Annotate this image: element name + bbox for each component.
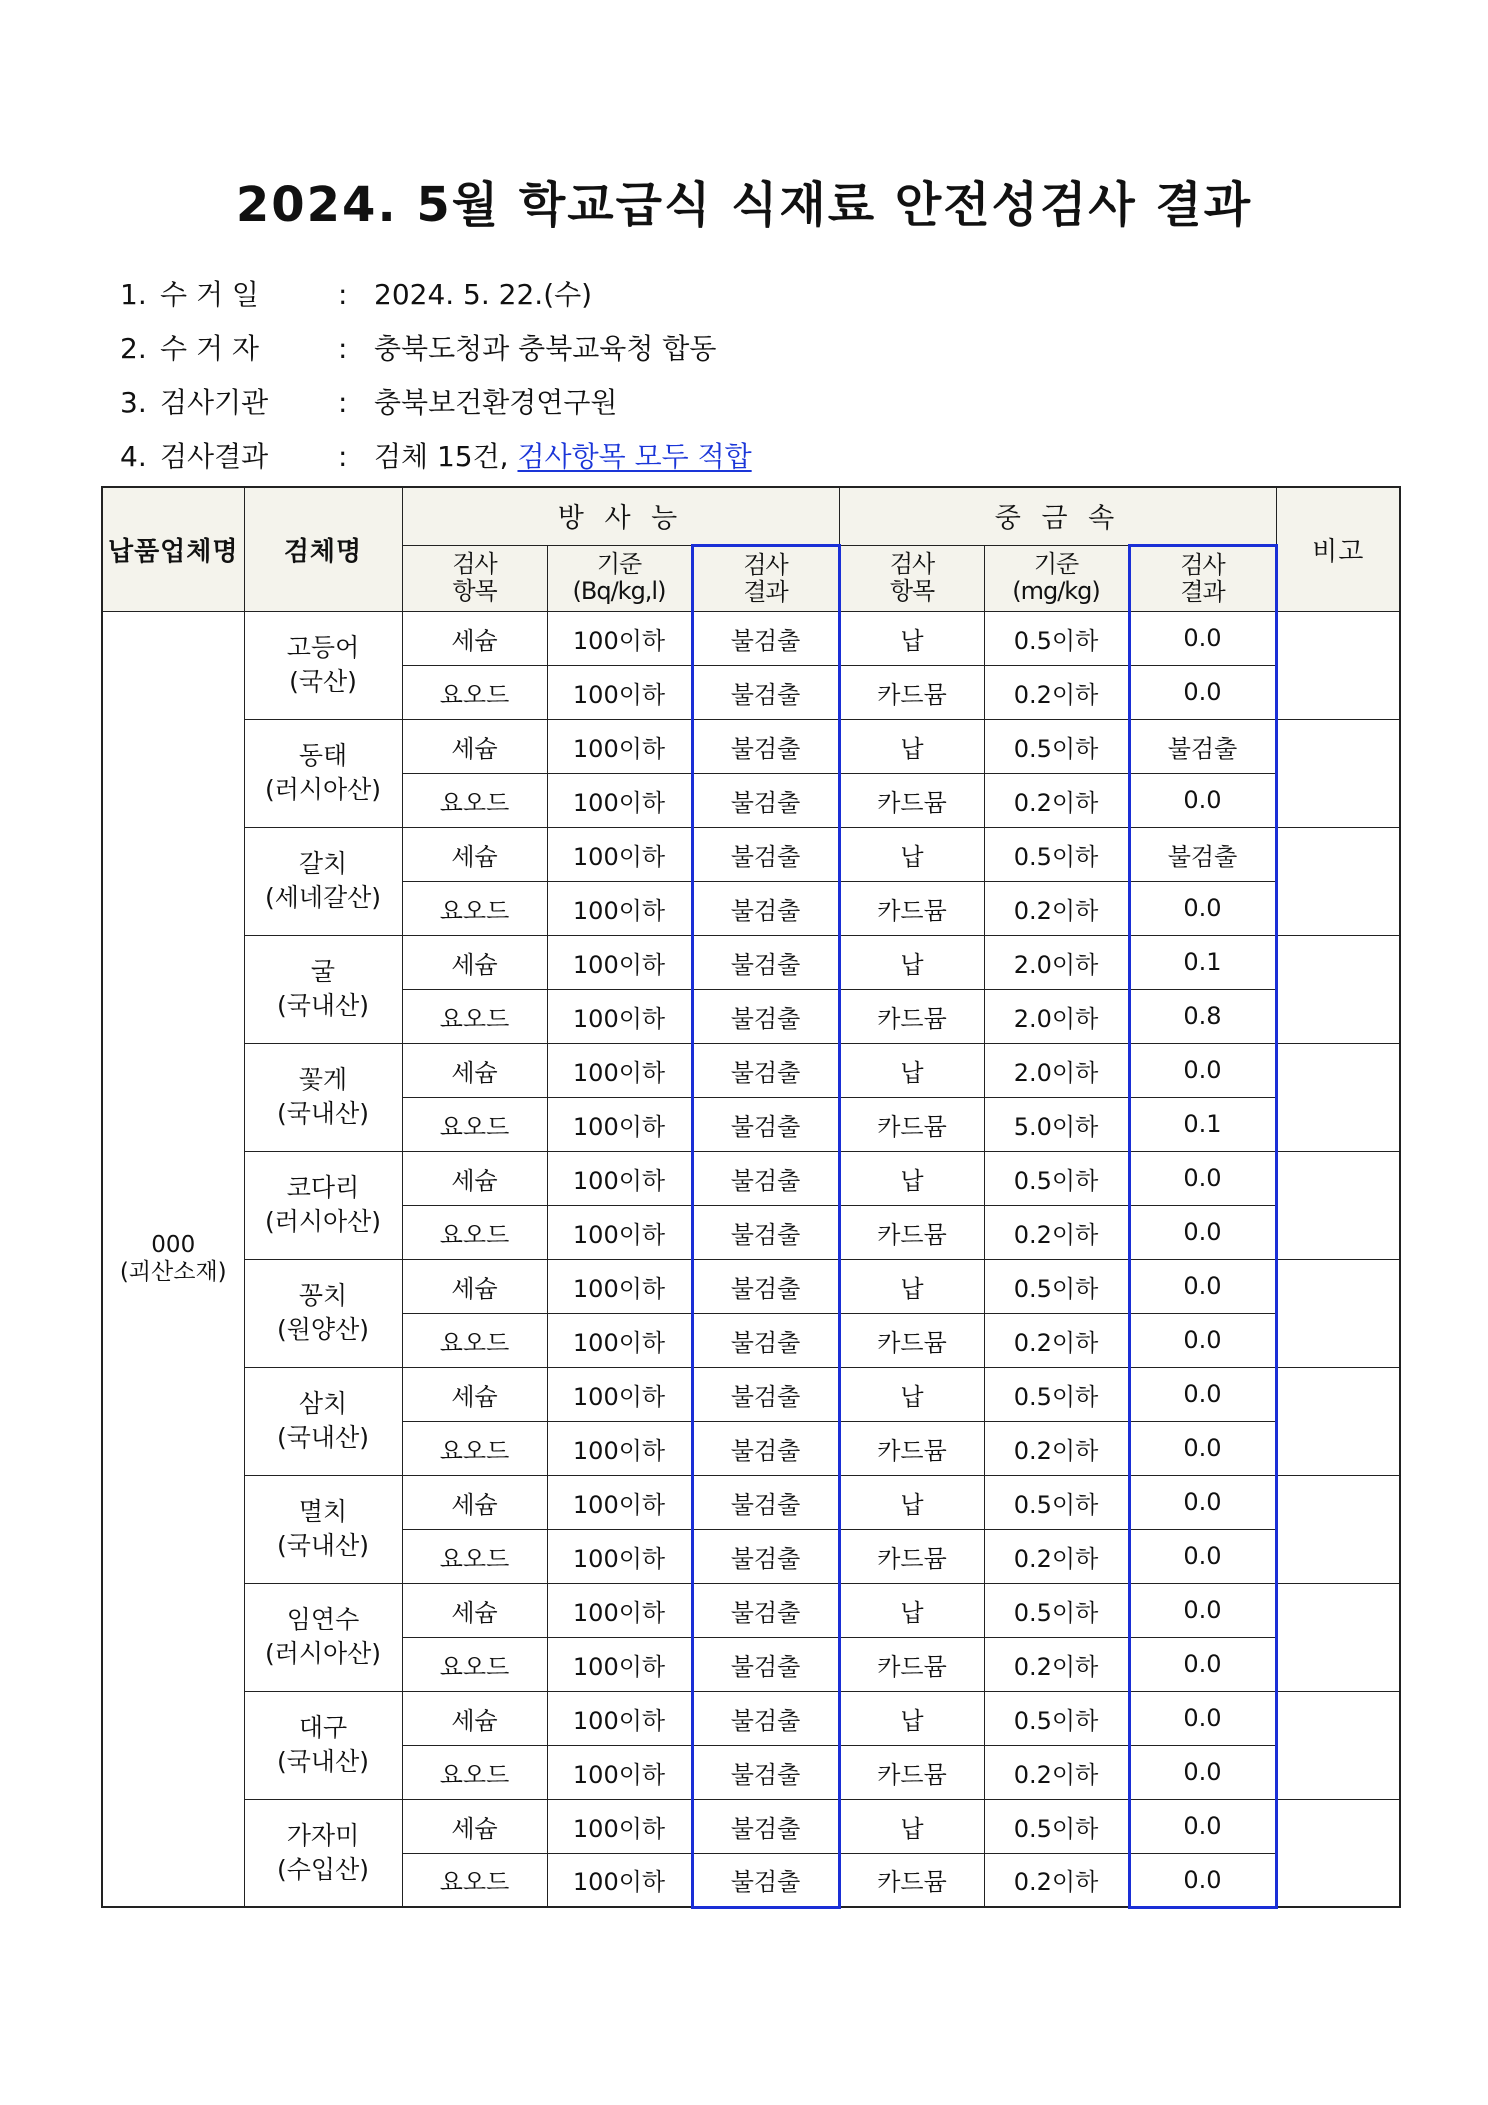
rad-item-cell: 세슘 <box>402 719 547 773</box>
info-value: 충북도청과 충북교육청 합동 <box>374 332 717 365</box>
table-row <box>102 827 1400 881</box>
hm-item-cell: 납 <box>839 1259 984 1313</box>
hm-result-cell: 0.0 <box>1129 1799 1276 1853</box>
rad-item-cell: 요오드 <box>402 773 547 827</box>
results-body <box>102 611 1400 1907</box>
sample-name-line: (국산) <box>289 667 357 696</box>
rad-item-cell: 세슘 <box>402 827 547 881</box>
info-number: 1. <box>120 278 147 311</box>
info-colon: : <box>338 440 348 473</box>
table-row <box>102 1583 1400 1637</box>
hm-result-cell: 0.0 <box>1129 1367 1276 1421</box>
rad-item-cell: 요오드 <box>402 1637 547 1691</box>
sample-name-line: (수입산) <box>277 1854 369 1884</box>
sample-name-cell <box>244 1367 402 1475</box>
hm-standard-cell: 2.0이하 <box>984 989 1129 1043</box>
rad-item-cell: 요오드 <box>402 1097 547 1151</box>
rad-item-cell: 세슘 <box>402 1583 547 1637</box>
info-line-result <box>120 430 752 484</box>
hm-item-cell: 납 <box>839 1151 984 1205</box>
table-row <box>102 1367 1400 1421</box>
info-number: 3. <box>120 386 147 419</box>
hm-item-cell: 납 <box>839 827 984 881</box>
note-cell <box>1276 611 1400 719</box>
header-heavy-metal: 중 금 속 <box>839 487 1276 545</box>
result-summary-link[interactable]: 검사항목 모두 적합 <box>517 440 752 473</box>
note-cell <box>1276 719 1400 827</box>
sample-name-line: 가자미 <box>286 1820 360 1850</box>
info-number: 2. <box>120 332 147 365</box>
rad-standard-cell: 100이하 <box>547 1205 692 1259</box>
header-line: 기준 <box>596 550 642 578</box>
sample-name-line: 코다리 <box>286 1173 360 1202</box>
sample-name-line: 멸치 <box>298 1497 348 1526</box>
info-label: 수 거 자 <box>160 332 259 365</box>
header-rad-result <box>692 545 839 611</box>
rad-item-cell: 요오드 <box>402 881 547 935</box>
hm-result-cell: 0.0 <box>1129 1043 1276 1097</box>
hm-result-cell: 0.0 <box>1129 773 1276 827</box>
hm-standard-cell: 0.2이하 <box>984 1205 1129 1259</box>
rad-result-cell: 불검출 <box>692 1421 839 1475</box>
note-cell <box>1276 1043 1400 1151</box>
note-cell <box>1276 1691 1400 1799</box>
hm-standard-cell: 5.0이하 <box>984 1097 1129 1151</box>
header-note: 비고 <box>1276 487 1400 611</box>
hm-result-cell: 0.1 <box>1129 935 1276 989</box>
header-line: 검사 <box>452 550 497 578</box>
hm-item-cell: 카드뮴 <box>839 665 984 719</box>
table-row <box>102 1691 1400 1745</box>
sample-name-cell <box>244 1043 402 1151</box>
rad-standard-cell: 100이하 <box>547 1151 692 1205</box>
hm-standard-cell: 0.2이하 <box>984 1745 1129 1799</box>
sample-name-cell <box>244 1799 402 1907</box>
rad-standard-cell: 100이하 <box>547 665 692 719</box>
hm-item-cell: 카드뮴 <box>839 1421 984 1475</box>
header-line: (mg/kg) <box>1012 577 1100 605</box>
hm-item-cell: 납 <box>839 719 984 773</box>
header-sample: 검체명 <box>244 487 402 611</box>
hm-standard-cell: 0.5이하 <box>984 827 1129 881</box>
hm-item-cell: 납 <box>839 1043 984 1097</box>
table-row <box>102 1475 1400 1529</box>
note-cell <box>1276 1367 1400 1475</box>
sample-name-cell <box>244 611 402 719</box>
sample-name-line: 꽃게 <box>298 1065 348 1094</box>
hm-item-cell: 카드뮴 <box>839 773 984 827</box>
hm-item-cell: 카드뮴 <box>839 1529 984 1583</box>
header-line: 항목 <box>452 577 497 605</box>
sample-name-line: (러시아산) <box>264 1207 382 1236</box>
rad-result-cell: 불검출 <box>692 1853 839 1907</box>
info-line-institution <box>120 376 752 430</box>
header-line: 결과 <box>743 577 788 606</box>
hm-result-cell: 0.0 <box>1129 1313 1276 1367</box>
hm-result-cell: 0.0 <box>1129 1151 1276 1205</box>
rad-item-cell: 세슘 <box>402 935 547 989</box>
hm-result-cell: 0.0 <box>1129 1745 1276 1799</box>
hm-result-cell: 0.0 <box>1129 1475 1276 1529</box>
hm-item-cell: 카드뮴 <box>839 1745 984 1799</box>
rad-result-cell: 불검출 <box>692 1367 839 1421</box>
rad-result-cell: 불검출 <box>692 881 839 935</box>
table-row <box>102 1259 1400 1313</box>
hm-result-cell: 0.0 <box>1129 665 1276 719</box>
rad-standard-cell: 100이하 <box>547 1583 692 1637</box>
hm-standard-cell: 0.5이하 <box>984 1583 1129 1637</box>
hm-item-cell: 납 <box>839 611 984 665</box>
hm-standard-cell: 2.0이하 <box>984 1043 1129 1097</box>
hm-item-cell: 카드뮴 <box>839 881 984 935</box>
hm-item-cell: 카드뮴 <box>839 1853 984 1907</box>
sample-name-cell <box>244 935 402 1043</box>
rad-result-cell: 불검출 <box>692 1313 839 1367</box>
rad-result-cell: 불검출 <box>692 1745 839 1799</box>
rad-item-cell: 세슘 <box>402 1475 547 1529</box>
document-title: 2024. 5월 학교급식 식재료 안전성검사 결과 <box>235 177 1253 233</box>
sample-name-line: 꽁치 <box>298 1281 348 1310</box>
sample-name-line: (러시아산) <box>264 775 382 804</box>
sample-name-cell <box>244 1259 402 1367</box>
info-line-collection-date <box>120 268 752 322</box>
note-cell <box>1276 827 1400 935</box>
hm-result-cell: 0.0 <box>1129 1205 1276 1259</box>
rad-item-cell: 요오드 <box>402 989 547 1043</box>
hm-standard-cell: 2.0이하 <box>984 935 1129 989</box>
hm-result-cell: 0.0 <box>1129 611 1276 665</box>
rad-item-cell: 요오드 <box>402 1313 547 1367</box>
table-row <box>102 1799 1400 1853</box>
hm-standard-cell: 0.5이하 <box>984 611 1129 665</box>
rad-standard-cell: 100이하 <box>547 827 692 881</box>
sample-name-line: (국내산) <box>277 1747 369 1776</box>
rad-result-cell: 불검출 <box>692 1043 839 1097</box>
rad-item-cell: 요오드 <box>402 1745 547 1799</box>
rad-standard-cell: 100이하 <box>547 611 692 665</box>
sample-name-line: (국내산) <box>277 1531 369 1560</box>
info-value: 검체 15건, <box>374 440 518 473</box>
rad-item-cell: 요오드 <box>402 1205 547 1259</box>
info-label: 수 거 일 <box>160 278 259 311</box>
rad-result-cell: 불검출 <box>692 1475 839 1529</box>
hm-item-cell: 카드뮴 <box>839 989 984 1043</box>
hm-result-cell: 0.0 <box>1129 1853 1276 1907</box>
table-row <box>102 1043 1400 1097</box>
sample-name-line: 대구 <box>298 1713 348 1742</box>
hm-standard-cell: 0.5이하 <box>984 1799 1129 1853</box>
hm-item-cell: 납 <box>839 1691 984 1745</box>
hm-result-cell: 0.0 <box>1129 1691 1276 1745</box>
sample-name-line: (원양산) <box>277 1315 369 1344</box>
rad-standard-cell: 100이하 <box>547 1421 692 1475</box>
hm-standard-cell: 0.2이하 <box>984 1637 1129 1691</box>
vendor-line: (괴산소재) <box>119 1258 227 1285</box>
rad-result-cell: 불검출 <box>692 1205 839 1259</box>
rad-item-cell: 세슘 <box>402 1151 547 1205</box>
rad-standard-cell: 100이하 <box>547 1799 692 1853</box>
rad-item-cell: 요오드 <box>402 1421 547 1475</box>
rad-item-cell: 세슘 <box>402 1043 547 1097</box>
rad-item-cell: 세슘 <box>402 1367 547 1421</box>
rad-item-cell: 세슘 <box>402 1691 547 1745</box>
rad-standard-cell: 100이하 <box>547 935 692 989</box>
note-cell <box>1276 1583 1400 1691</box>
rad-result-cell: 불검출 <box>692 773 839 827</box>
vendor-line: 000 <box>151 1231 196 1258</box>
header-hm-standard <box>984 545 1129 611</box>
hm-standard-cell: 0.5이하 <box>984 719 1129 773</box>
sample-name-line: (국내산) <box>277 991 369 1020</box>
rad-standard-cell: 100이하 <box>547 1367 692 1421</box>
info-colon: : <box>338 386 348 419</box>
rad-standard-cell: 100이하 <box>547 719 692 773</box>
hm-result-cell: 0.0 <box>1129 1637 1276 1691</box>
hm-standard-cell: 0.2이하 <box>984 665 1129 719</box>
info-colon: : <box>338 278 348 311</box>
hm-result-cell: 0.0 <box>1129 1259 1276 1313</box>
sample-name-line: 임연수 <box>286 1605 360 1634</box>
header-hm-item <box>839 545 984 611</box>
hm-standard-cell: 0.2이하 <box>984 1853 1129 1907</box>
header-line: 결과 <box>1180 577 1225 606</box>
results-table <box>101 486 1401 1909</box>
rad-standard-cell: 100이하 <box>547 1529 692 1583</box>
rad-result-cell: 불검출 <box>692 989 839 1043</box>
hm-standard-cell: 0.2이하 <box>984 1421 1129 1475</box>
hm-item-cell: 납 <box>839 1799 984 1853</box>
sample-name-line: (러시아산) <box>264 1639 382 1668</box>
note-cell <box>1276 1259 1400 1367</box>
hm-standard-cell: 0.5이하 <box>984 1259 1129 1313</box>
rad-item-cell: 세슘 <box>402 611 547 665</box>
rad-result-cell: 불검출 <box>692 719 839 773</box>
header-vendor: 납품업체명 <box>102 487 244 611</box>
rad-item-cell: 요오드 <box>402 665 547 719</box>
info-line-collector <box>120 322 752 376</box>
sample-name-line: 삼치 <box>298 1389 348 1418</box>
info-label: 검사결과 <box>160 440 269 473</box>
note-cell <box>1276 1799 1400 1907</box>
sample-name-line: (국내산) <box>277 1099 369 1128</box>
rad-standard-cell: 100이하 <box>547 1043 692 1097</box>
header-line: 검사 <box>1180 550 1225 579</box>
rad-result-cell: 불검출 <box>692 611 839 665</box>
header-line: 검사 <box>743 550 788 579</box>
hm-item-cell: 납 <box>839 1367 984 1421</box>
rad-standard-cell: 100이하 <box>547 1745 692 1799</box>
rad-standard-cell: 100이하 <box>547 1691 692 1745</box>
hm-item-cell: 카드뮴 <box>839 1313 984 1367</box>
rad-item-cell: 요오드 <box>402 1853 547 1907</box>
note-cell <box>1276 1475 1400 1583</box>
rad-standard-cell: 100이하 <box>547 1097 692 1151</box>
hm-standard-cell: 0.5이하 <box>984 1691 1129 1745</box>
sample-name-cell <box>244 827 402 935</box>
hm-standard-cell: 0.2이하 <box>984 881 1129 935</box>
info-colon: : <box>338 332 348 365</box>
rad-standard-cell: 100이하 <box>547 989 692 1043</box>
hm-result-cell: 0.1 <box>1129 1097 1276 1151</box>
rad-result-cell: 불검출 <box>692 1691 839 1745</box>
hm-result-cell: 0.0 <box>1129 1583 1276 1637</box>
rad-result-cell: 불검출 <box>692 827 839 881</box>
rad-standard-cell: 100이하 <box>547 1853 692 1907</box>
rad-result-cell: 불검출 <box>692 935 839 989</box>
header-line: (Bq/kg,l) <box>572 577 666 605</box>
hm-standard-cell: 0.5이하 <box>984 1475 1129 1529</box>
info-list <box>120 268 752 484</box>
note-cell <box>1276 935 1400 1043</box>
hm-item-cell: 납 <box>839 935 984 989</box>
rad-standard-cell: 100이하 <box>547 1637 692 1691</box>
hm-standard-cell: 0.2이하 <box>984 773 1129 827</box>
rad-result-cell: 불검출 <box>692 1529 839 1583</box>
header-rad-standard <box>547 545 692 611</box>
header-line: 기준 <box>1033 550 1079 578</box>
rad-result-cell: 불검출 <box>692 1583 839 1637</box>
sample-name-line: (국내산) <box>277 1423 369 1452</box>
sample-name-cell <box>244 1691 402 1799</box>
hm-result-cell: 0.0 <box>1129 1529 1276 1583</box>
hm-standard-cell: 0.5이하 <box>984 1151 1129 1205</box>
sample-name-line: 갈치 <box>298 849 348 878</box>
header-line: 검사 <box>889 550 935 578</box>
info-label: 검사기관 <box>160 386 269 419</box>
sample-name-line: 동태 <box>298 741 348 770</box>
sample-name-cell <box>244 1475 402 1583</box>
sample-name-line: (세네갈산) <box>264 883 382 912</box>
header-line: 항목 <box>889 577 935 605</box>
sample-name-cell <box>244 719 402 827</box>
rad-result-cell: 불검출 <box>692 665 839 719</box>
table-row <box>102 1151 1400 1205</box>
info-value: 충북보건환경연구원 <box>374 386 618 419</box>
header-radioactivity: 방 사 능 <box>402 487 839 545</box>
info-value: 2024. 5. 22.(수) <box>374 278 593 311</box>
hm-standard-cell: 0.2이하 <box>984 1313 1129 1367</box>
rad-standard-cell: 100이하 <box>547 773 692 827</box>
sample-name-line: 굴 <box>310 957 336 986</box>
hm-result-cell: 불검출 <box>1129 719 1276 773</box>
hm-result-cell: 불검출 <box>1129 827 1276 881</box>
header-rad-item <box>402 545 547 611</box>
rad-item-cell: 요오드 <box>402 1529 547 1583</box>
rad-standard-cell: 100이하 <box>547 1259 692 1313</box>
sample-name-cell <box>244 1583 402 1691</box>
hm-result-cell: 0.8 <box>1129 989 1276 1043</box>
rad-item-cell: 세슘 <box>402 1259 547 1313</box>
rad-result-cell: 불검출 <box>692 1799 839 1853</box>
hm-item-cell: 납 <box>839 1475 984 1529</box>
hm-item-cell: 카드뮴 <box>839 1637 984 1691</box>
rad-standard-cell: 100이하 <box>547 1475 692 1529</box>
hm-item-cell: 카드뮴 <box>839 1097 984 1151</box>
sample-name-cell <box>244 1151 402 1259</box>
hm-result-cell: 0.0 <box>1129 1421 1276 1475</box>
rad-standard-cell: 100이하 <box>547 881 692 935</box>
rad-result-cell: 불검출 <box>692 1097 839 1151</box>
vendor-cell <box>102 611 244 1907</box>
info-number: 4. <box>120 440 147 473</box>
table-row <box>102 935 1400 989</box>
sample-name-line: 고등어 <box>286 633 360 662</box>
rad-result-cell: 불검출 <box>692 1151 839 1205</box>
hm-standard-cell: 0.2이하 <box>984 1529 1129 1583</box>
table-row <box>102 719 1400 773</box>
rad-item-cell: 세슘 <box>402 1799 547 1853</box>
hm-item-cell: 납 <box>839 1583 984 1637</box>
table-row <box>102 611 1400 665</box>
rad-result-cell: 불검출 <box>692 1637 839 1691</box>
rad-standard-cell: 100이하 <box>547 1313 692 1367</box>
hm-item-cell: 카드뮴 <box>839 1205 984 1259</box>
hm-standard-cell: 0.5이하 <box>984 1367 1129 1421</box>
note-cell <box>1276 1151 1400 1259</box>
header-hm-result <box>1129 545 1276 611</box>
rad-result-cell: 불검출 <box>692 1259 839 1313</box>
hm-result-cell: 0.0 <box>1129 881 1276 935</box>
